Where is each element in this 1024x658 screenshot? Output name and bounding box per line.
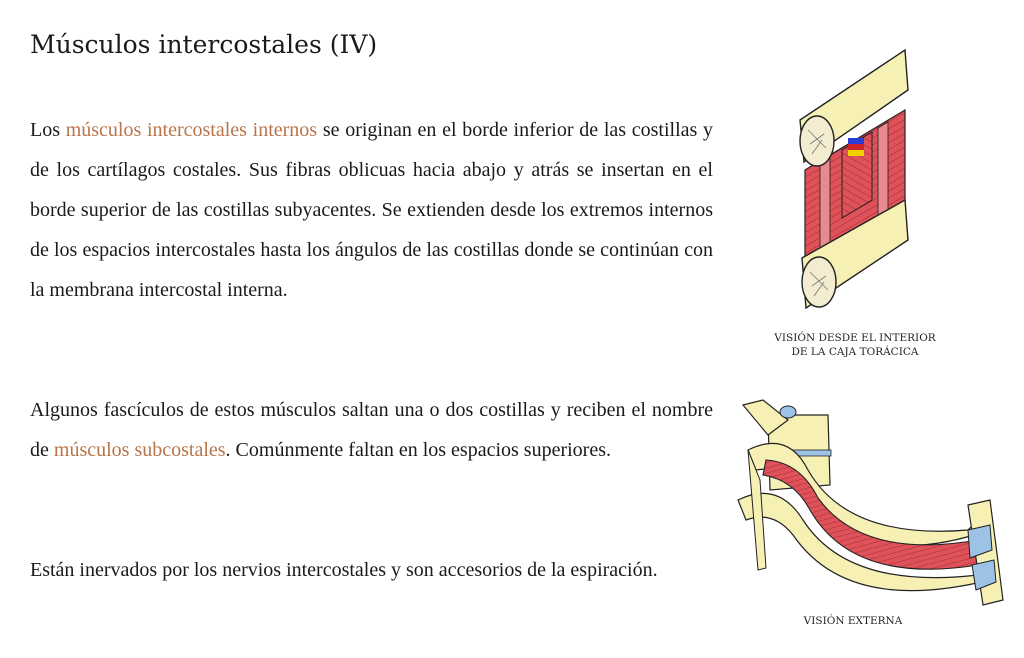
p2-text-start: Algunos fascículos de estos músculos saltan una o dos costillas y reciben el nombre de	[30, 399, 713, 461]
interior-view-illustration	[790, 40, 915, 320]
p1-text-start: Los	[30, 119, 66, 141]
external-view-illustration	[728, 390, 1008, 612]
highlight-intercostales-internos: músculos intercostales internos	[65, 119, 318, 141]
page-title: Músculos intercostales (IV)	[30, 30, 378, 59]
caption-interior-line1: VISIÓN DESDE EL INTERIOR	[774, 332, 936, 344]
paragraph-inervacion: Están inervados por los nervios intercostales y son accesorios de la espiración.	[30, 559, 658, 581]
caption-external-view: VISIÓN EXTERNA	[803, 615, 903, 627]
p1-text-end: se originan en el borde inferior de las costillas y de los cartílagos costales. Sus fibras oblicuas hacia abajo y atrás se insertan en el borde superior de las costillas subyacentes. Se extienden desde los extremos internos de los espacios intercostales hasta los ángulos de las costillas donde se continúan con la membrana intercostal interna.	[30, 119, 714, 301]
highlight-subcostales: músculos subcostales	[53, 439, 226, 461]
caption-interior-line2: DE LA CAJA TORÁCICA	[791, 346, 919, 358]
paragraph-subcostales	[30, 390, 713, 470]
p2-text-end: . Comúnmente faltan en los espacios superiores.	[225, 439, 612, 461]
caption-interior-view	[742, 331, 968, 359]
paragraph-intercostales-internos	[30, 110, 713, 310]
